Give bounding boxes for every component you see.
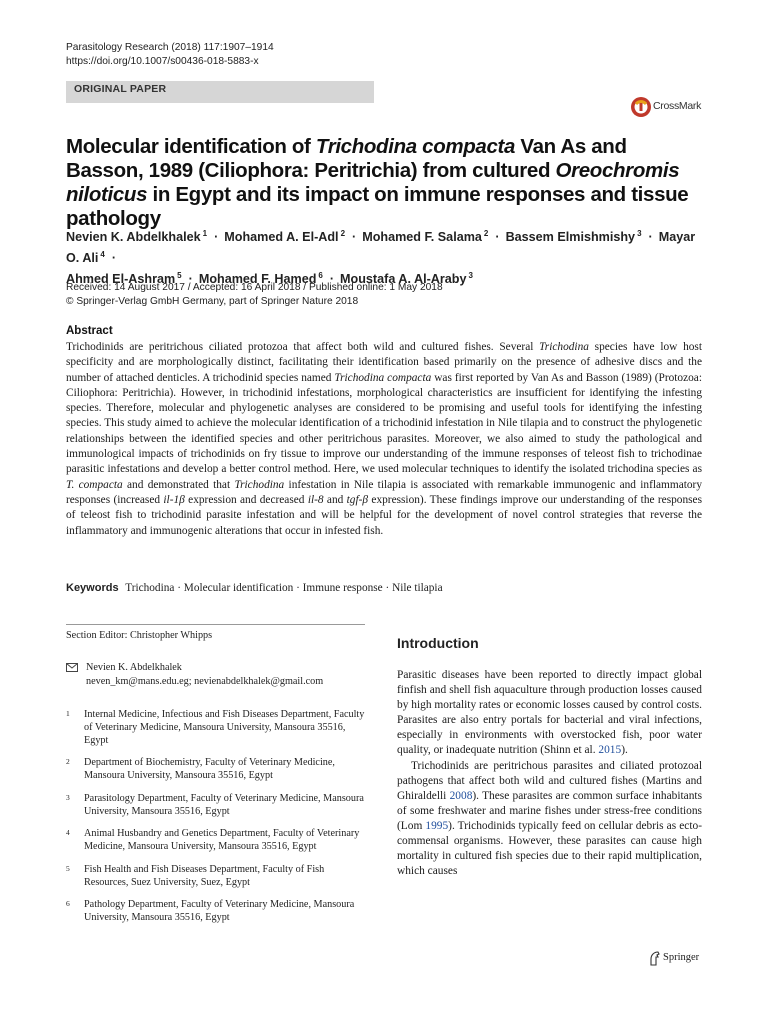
keywords-text: Trichodina · Molecular identification · Immune response · Nile tilapia bbox=[125, 582, 443, 594]
springer-horse-icon bbox=[648, 951, 661, 966]
abstract-italic: il-8 bbox=[307, 493, 324, 506]
affiliation-item bbox=[66, 756, 366, 782]
author-name: Moustafa A. Al-Araby bbox=[340, 272, 467, 286]
author-affiliation-number: 4 bbox=[100, 250, 105, 259]
author-separator: · bbox=[214, 230, 219, 244]
author-separator: · bbox=[111, 251, 117, 265]
intro-text: Trichodinids are peritrichous parasites and ciliated protozoal pathogens that affect both wild and cultured fishes (Martins and Ghiraldelli bbox=[397, 759, 702, 802]
intro-text: ). These parasites are common surface inhabitants of some freshwater and marine fishes under stress-free conditions (Lom bbox=[397, 789, 703, 832]
abstract-italic: il-1β bbox=[163, 493, 185, 506]
author-separator: · bbox=[329, 272, 335, 286]
journal-header bbox=[66, 41, 274, 69]
abstract-text: expression). These findings improve our understanding of the responses of teleost fish to trichodinid parasite infestation and will be helpful for the development of novel control strategies that reverse the inflammatory and immunogenic alterations that occur in infested fish. bbox=[66, 493, 702, 537]
introduction-paragraph-2 bbox=[397, 759, 702, 880]
introduction-body bbox=[397, 668, 702, 879]
author-name: Bassem Elmishmishy bbox=[505, 230, 636, 244]
abstract-text: expression and decreased bbox=[184, 493, 308, 506]
keywords-label: Keywords bbox=[66, 582, 119, 594]
doi-link[interactable]: https://doi.org/10.1007/s00436-018-5883-x bbox=[66, 56, 259, 67]
footnote-divider bbox=[66, 624, 365, 625]
title-text: Van As and Basson, 1989 (Ciliophora: Peritrichia) from cultured bbox=[66, 135, 627, 182]
abstract-heading: Abstract bbox=[66, 325, 113, 337]
envelope-icon bbox=[66, 663, 78, 672]
abstract-italic: Trichodina bbox=[234, 478, 285, 491]
publisher-name: Springer bbox=[663, 952, 700, 963]
dates-line: Received: 14 August 2017 / Accepted: 16 April 2018 / Published online: 1 May 2018 bbox=[66, 282, 443, 293]
affiliation-item bbox=[66, 827, 366, 853]
author-separator: · bbox=[648, 230, 653, 244]
author-name: Mayar O. Ali bbox=[66, 230, 696, 265]
affiliation-item bbox=[66, 708, 366, 747]
author-name: Mohamed F. Salama bbox=[362, 230, 482, 244]
abstract-text: and demonstrated that bbox=[122, 478, 235, 491]
affiliation-number: 5 bbox=[66, 863, 70, 873]
corresponding-author-name: Nevien K. Abdelkhalek bbox=[86, 662, 182, 673]
title-text: Molecular identification of bbox=[66, 135, 316, 158]
affiliation-number: 3 bbox=[66, 792, 70, 802]
author-affiliation-number: 6 bbox=[318, 271, 323, 280]
abstract-text: infestation in Nile tilapia is associated with remarkable immunogenic and inflammatory responses (increased bbox=[66, 478, 703, 506]
intro-text: ). Trichodinids typically feed on cellular debris as ecto-commensal organisms. However, these parasites can cause high mortality in cultured fish species due to their rapid multiplication, which causes bbox=[397, 819, 702, 878]
author-list bbox=[66, 225, 706, 288]
affiliation-text: Department of Biochemistry, Faculty of Veterinary Medicine, Mansoura University, Mansoura 35516, Egypt bbox=[84, 757, 335, 782]
affiliation-number: 2 bbox=[66, 757, 70, 767]
author-affiliation-number: 2 bbox=[483, 229, 489, 238]
publication-dates bbox=[66, 281, 443, 309]
author[interactable] bbox=[224, 230, 346, 244]
author-separator: · bbox=[352, 230, 357, 244]
copyright-line: © Springer-Verlag GmbH Germany, part of Springer Nature 2018 bbox=[66, 296, 359, 307]
affiliation-text: Animal Husbandry and Genetics Department, Faculty of Veterinary Medicine, Mansoura University, Mansoura 35516, Egypt bbox=[84, 828, 360, 853]
affiliation-text: Pathology Department, Faculty of Veterinary Medicine, Mansoura University, Mansoura 35516, Egypt bbox=[84, 898, 355, 923]
author-name: Mohamed A. El-Adl bbox=[224, 230, 339, 244]
crossmark-label: CrossMark bbox=[653, 100, 702, 112]
abstract-text: was first reported by Van As and Basson (1989) (Protozoa: Ciliophora: Peritrichia). However, in trichodinid infestations, morphological characteristics are insufficient for identifying the infesting species. Therefore, molecular and phylogenetic analyses are considered to be promising and useful tools for identifying the infesting species. This study aimed to achieve the molecular identification of a trichodinid infestation in Nile tilapia and to construct the phylogenetic relationships between the identified species and other peritrichous parasites. Moreover, we also aimed to study the pathological and immunological impacts of trichodinids on fry tissue to improve our understanding of the immune responses of teleost fish to trichodinae parasitic infestations and develop a better control method. Here, we used molecular techniques to identify the isolated trichodina species as bbox=[66, 371, 702, 476]
author[interactable] bbox=[66, 230, 208, 244]
paper-title bbox=[66, 135, 706, 231]
author-affiliation-number: 3 bbox=[468, 271, 473, 280]
affiliation-number: 6 bbox=[66, 898, 70, 908]
affiliation-item bbox=[66, 863, 366, 889]
article-type-label: ORIGINAL PAPER bbox=[74, 83, 167, 95]
introduction-paragraph-1 bbox=[397, 668, 702, 759]
affiliation-item bbox=[66, 792, 366, 818]
title-species-2: Oreochromis niloticus bbox=[66, 159, 680, 206]
keywords bbox=[66, 582, 443, 594]
intro-text: ). bbox=[621, 744, 628, 757]
affiliation-number: 4 bbox=[66, 828, 70, 838]
author-affiliation-number: 3 bbox=[637, 229, 642, 238]
title-species-1: Trichodina compacta bbox=[315, 135, 516, 158]
abstract-text: Trichodinids are peritrichous ciliated protozoa that affect both wild and cultured fishes. Several bbox=[66, 341, 540, 353]
author-name: Ahmed El-Ashram bbox=[66, 272, 176, 286]
author-affiliation-number: 2 bbox=[340, 229, 346, 238]
abstract-text: and bbox=[323, 493, 347, 506]
author-name: Mohamed F. Hamed bbox=[198, 272, 317, 286]
intro-text: Parasitic diseases have been reported to directly impact global finfish and shell fish aquaculture through production losses caused by high mortality rates or economic losses caused by control costs. Parasites are also entry portals for bacterial and viral infections, especially in environments with overstocked fish, poor water quality, or inadequate nutrition (Shinn et al. bbox=[397, 669, 702, 757]
citation-link[interactable]: 1995 bbox=[425, 819, 449, 832]
citation-link[interactable]: 2015 bbox=[598, 744, 622, 757]
affiliations-list bbox=[66, 708, 366, 933]
author-separator: · bbox=[495, 230, 500, 244]
author-affiliation-number: 5 bbox=[177, 271, 182, 280]
affiliation-text: Parasitology Department, Faculty of Veterinary Medicine, Mansoura University, Mansoura 35516, Egypt bbox=[84, 792, 364, 817]
abstract-text: species have low host specificity and are morphologically distinct, facilitating their identification based primarily on the presence of adhesive discs and the number of attached denticles. A trichodinid species named bbox=[66, 341, 702, 384]
crossmark-icon bbox=[630, 96, 652, 118]
introduction-heading: Introduction bbox=[397, 635, 479, 651]
crossmark-badge[interactable] bbox=[630, 96, 710, 118]
citation-link[interactable]: 2008 bbox=[449, 789, 473, 802]
abstract-body bbox=[66, 340, 702, 539]
affiliation-text: Fish Health and Fish Diseases Department, Faculty of Fish Resources, Suez University, Suez, Egypt bbox=[84, 863, 325, 888]
title-text: in Egypt and its impact on immune responses and tissue pathology bbox=[66, 183, 689, 230]
journal-citation: Parasitology Research (2018) 117:1907–1914 bbox=[66, 42, 274, 53]
affiliation-text: Internal Medicine, Infectious and Fish Diseases Department, Faculty of Veterinary Medicine, Mansoura University, Mansoura 35516, Egypt bbox=[84, 709, 365, 746]
corresponding-author-emails[interactable]: neven_km@mans.edu.eg; nevienabdelkhalek@gmail.com bbox=[86, 675, 324, 687]
author-affiliation-number: 1 bbox=[202, 229, 208, 238]
abstract-italic: T. compacta bbox=[66, 478, 123, 491]
abstract-italic: tgf-β bbox=[346, 493, 369, 506]
author[interactable] bbox=[362, 230, 489, 244]
affiliation-item bbox=[66, 898, 366, 924]
abstract-italic: Trichodina compacta bbox=[334, 371, 432, 384]
author-name: Nevien K. Abdelkhalek bbox=[66, 230, 201, 244]
author[interactable] bbox=[506, 230, 643, 244]
affiliation-number: 1 bbox=[66, 709, 70, 718]
author-separator: · bbox=[188, 272, 193, 286]
section-editor: Section Editor: Christopher Whipps bbox=[66, 630, 213, 641]
abstract-italic: Trichodina bbox=[539, 341, 589, 353]
